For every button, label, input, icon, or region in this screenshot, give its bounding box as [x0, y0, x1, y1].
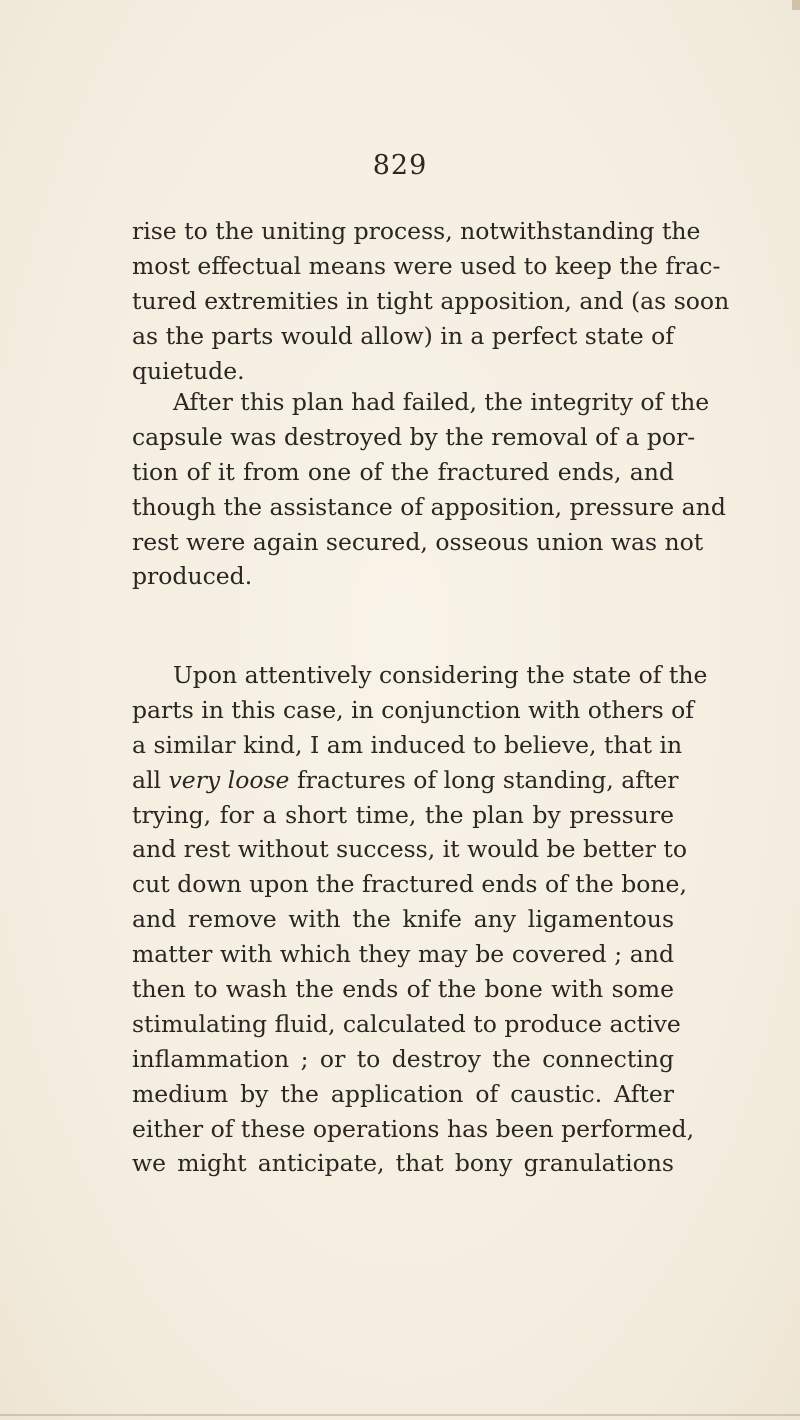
page-corner-mark: [792, 0, 800, 10]
line-text-before: all: [132, 765, 169, 794]
text-line: cut down upon the fractured ends of the bone,: [132, 870, 687, 899]
text-line: though the assistance of apposition, pressure and: [132, 492, 726, 521]
text-line: rise to the uniting process, notwithstanding the: [132, 217, 701, 245]
text-line: rest were again secured, osseous union was not: [132, 527, 704, 556]
page-number: 829: [372, 150, 428, 181]
text-line: medium by the application of caustic. After: [132, 1079, 674, 1108]
page-bottom-edge: [0, 1414, 800, 1416]
text-line: tured extremities in tight apposition, and (as soon: [132, 286, 730, 315]
text-line: matter with which they may be covered ; and: [132, 940, 674, 969]
emphasized-phrase: very loose: [168, 765, 290, 794]
text-line: capsule was destroyed by the removal of a por-: [132, 422, 696, 451]
text-line: inflammation ; or to destroy the connecting: [132, 1044, 674, 1073]
text-line: and rest without success, it would be better to: [132, 835, 687, 864]
paragraph-3: [132, 658, 708, 1181]
paragraph-2: [132, 385, 726, 594]
text-line: a similar kind, I am induced to believe, that in: [132, 730, 683, 759]
text-line: as the parts would allow) in a perfect state of: [132, 321, 674, 350]
text-line: produced.: [132, 562, 253, 591]
text-line-with-emphasis: [132, 763, 679, 798]
paragraph-1: [132, 214, 730, 388]
text-line: we might anticipate, that bony granulations: [132, 1149, 674, 1178]
text-line: quietude.: [132, 356, 245, 385]
text-line: stimulating fluid, calculated to produce active: [132, 1009, 681, 1038]
line-text-after: fractures of long standing, after: [289, 765, 679, 794]
text-line: most effectual means were used to keep the frac-: [132, 251, 721, 280]
text-line: then to wash the ends of the bone with some: [132, 975, 674, 1004]
text-line: Upon attentively considering the state of the: [173, 661, 708, 689]
text-line: After this plan had failed, the integrity of the: [173, 388, 710, 416]
text-line: tion of it from one of the fractured ends, and: [132, 457, 674, 486]
text-line: parts in this case, in conjunction with others of: [132, 695, 695, 724]
text-line: trying, for a short time, the plan by pressure: [132, 800, 674, 829]
text-line: either of these operations has been performed,: [132, 1114, 695, 1143]
text-line: and remove with the knife any ligamentous: [132, 905, 674, 934]
